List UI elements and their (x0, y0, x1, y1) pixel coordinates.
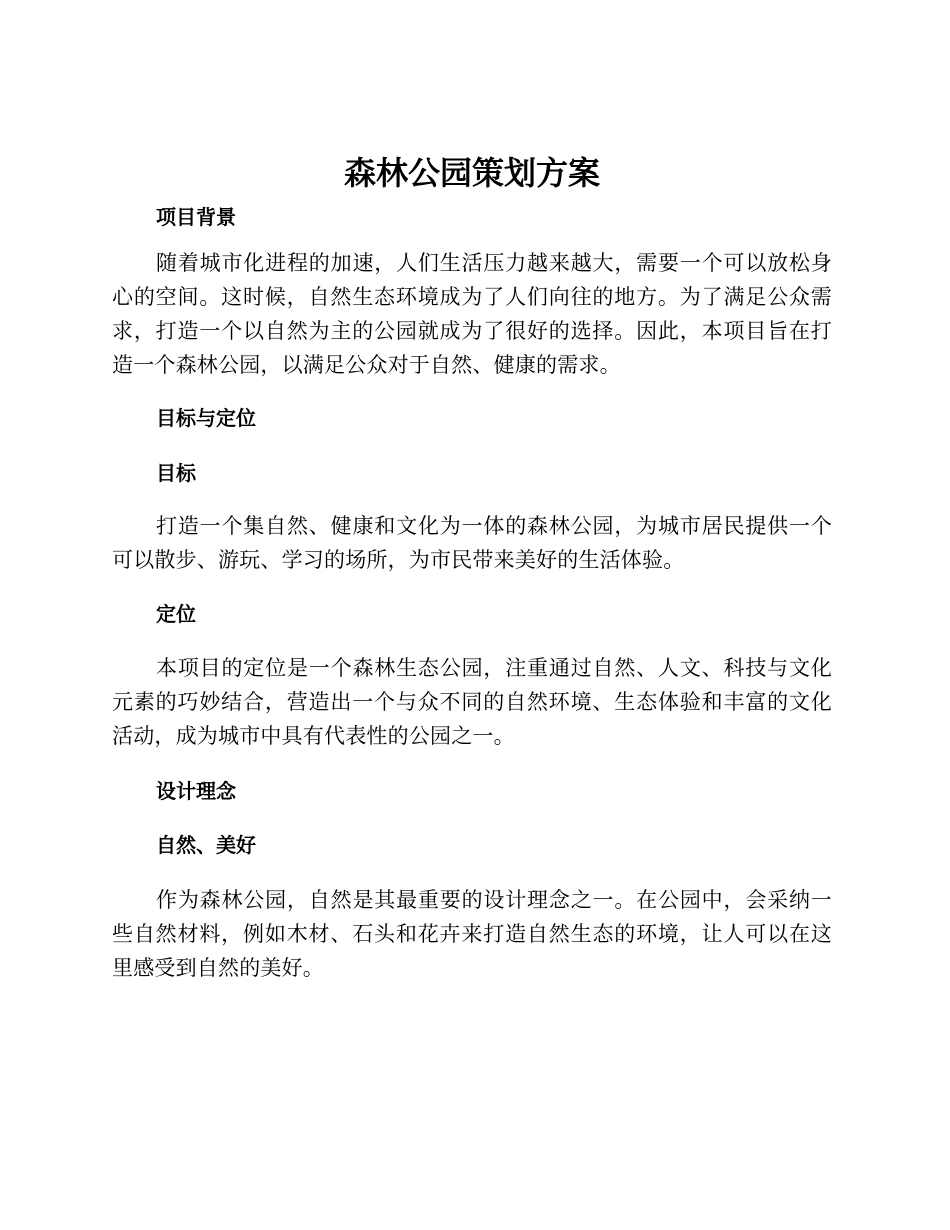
paragraph-goal: 打造一个集自然、健康和文化为一体的森林公园，为城市居民提供一个可以散步、游玩、学习的场所，为市民带来美好的生活体验。 (112, 514, 832, 572)
paragraph-background: 随着城市化进程的加速，人们生活压力越来越大，需要一个可以放松身心的空间。这时候，自然生态环境成为了人们向往的地方。为了满足公众需求，打造一个以自然为主的公园就成为了很好的选择。因此，本项目旨在打造一个森林公园，以满足公众对于自然、健康的需求。 (112, 251, 832, 377)
subsection-heading-nature: 自然、美好 (156, 833, 256, 857)
document-title: 森林公园策划方案 (343, 154, 600, 192)
subsection-heading-positioning: 定位 (156, 602, 196, 626)
paragraph-nature: 作为森林公园，自然是其最重要的设计理念之一。在公园中，会采纳一些自然材料，例如木材、石头和花卉来打造自然生态的环境，让人可以在这里感受到自然的美好。 (112, 888, 832, 980)
section-heading-goal-positioning: 目标与定位 (156, 406, 256, 430)
section-heading-design-concept: 设计理念 (156, 779, 236, 803)
section-heading-background: 项目背景 (156, 205, 236, 229)
subsection-heading-goal: 目标 (156, 461, 196, 485)
document-body (112, 148, 832, 985)
paragraph-positioning: 本项目的定位是一个森林生态公园，注重通过自然、人文、科技与文化元素的巧妙结合，营造出一个与众不同的自然环境、生态体验和丰富的文化活动，成为城市中具有代表性的公园之一。 (112, 656, 832, 748)
